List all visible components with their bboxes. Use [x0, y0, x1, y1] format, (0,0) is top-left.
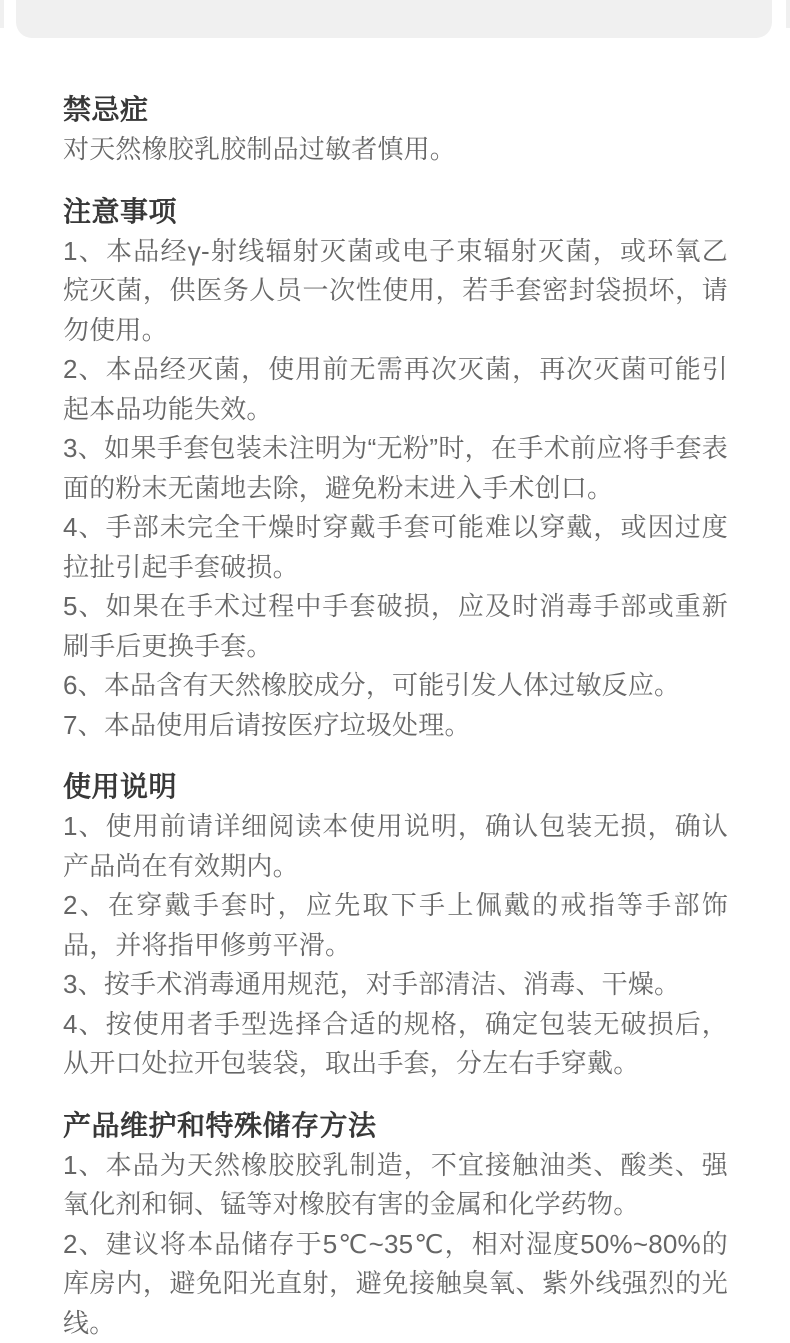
instruction-line: 6、本品含有天然橡胶成分，可能引发人体过敏反应。 [63, 666, 728, 706]
instruction-line: 对天然橡胶乳胶制品过敏者慎用。 [63, 130, 728, 170]
section-contraindications [63, 90, 728, 170]
section-heading: 注意事项 [63, 192, 728, 232]
instruction-line: 2、建议将本品储存于5℃~35℃，相对湿度50%~80%的库房内，避免阳光直射，避免接触臭氧、紫外线强烈的光线。 [63, 1225, 728, 1343]
instruction-line: 5、如果在手术过程中手套破损，应及时消毒手部或重新刷手后更换手套。 [63, 587, 728, 666]
instruction-line: 4、按使用者手型选择合适的规格，确定包装无破损后，从开口处拉开包装袋，取出手套，分左右手穿戴。 [63, 1005, 728, 1084]
section-body [63, 232, 728, 746]
instruction-line: 7、本品使用后请按医疗垃圾处理。 [63, 706, 728, 746]
instruction-line: 3、如果手套包装未注明为“无粉”时，在手术前应将手套表面的粉末无菌地去除，避免粉末进入手术创口。 [63, 429, 728, 508]
product-image-bottom-edge[interactable] [16, 0, 772, 38]
section-heading: 产品维护和特殊储存方法 [63, 1106, 728, 1146]
section-body [63, 807, 728, 1084]
instruction-line: 1、本品为天然橡胶胶乳制造，不宜接触油类、酸类、强氧化剂和铜、锰等对橡胶有害的金属和化学药物。 [63, 1146, 728, 1225]
instructions [0, 38, 790, 1343]
instruction-line: 1、本品经γ-射线辐射灭菌或电子束辐射灭菌，或环氧乙烷灭菌，供医务人员一次性使用，若手套密封袋损坏，请勿使用。 [63, 232, 728, 351]
instruction-line: 1、使用前请详细阅读本使用说明，确认包装无损，确认产品尚在有效期内。 [63, 807, 728, 886]
instruction-line: 4、手部未完全干燥时穿戴手套可能难以穿戴，或因过度拉扯引起手套破损。 [63, 508, 728, 587]
section-usage-instructions [63, 767, 728, 1084]
instruction-line: 2、在穿戴手套时，应先取下手上佩戴的戒指等手部饰品，并将指甲修剪平滑。 [63, 886, 728, 965]
instruction-line: 3、按手术消毒通用规范，对手部清洁、消毒、干燥。 [63, 965, 728, 1005]
instruction-line: 2、本品经灭菌，使用前无需再次灭菌，再次灭菌可能引起本品功能失效。 [63, 350, 728, 429]
section-heading: 使用说明 [63, 767, 728, 807]
screen-edge-sliver-right [786, 0, 790, 28]
section-body [63, 130, 728, 170]
section-body [63, 1146, 728, 1343]
screen-edge-sliver-left [0, 0, 4, 28]
section-maintenance-storage [63, 1106, 728, 1343]
section-heading: 禁忌症 [63, 90, 728, 130]
section-precautions [63, 192, 728, 746]
